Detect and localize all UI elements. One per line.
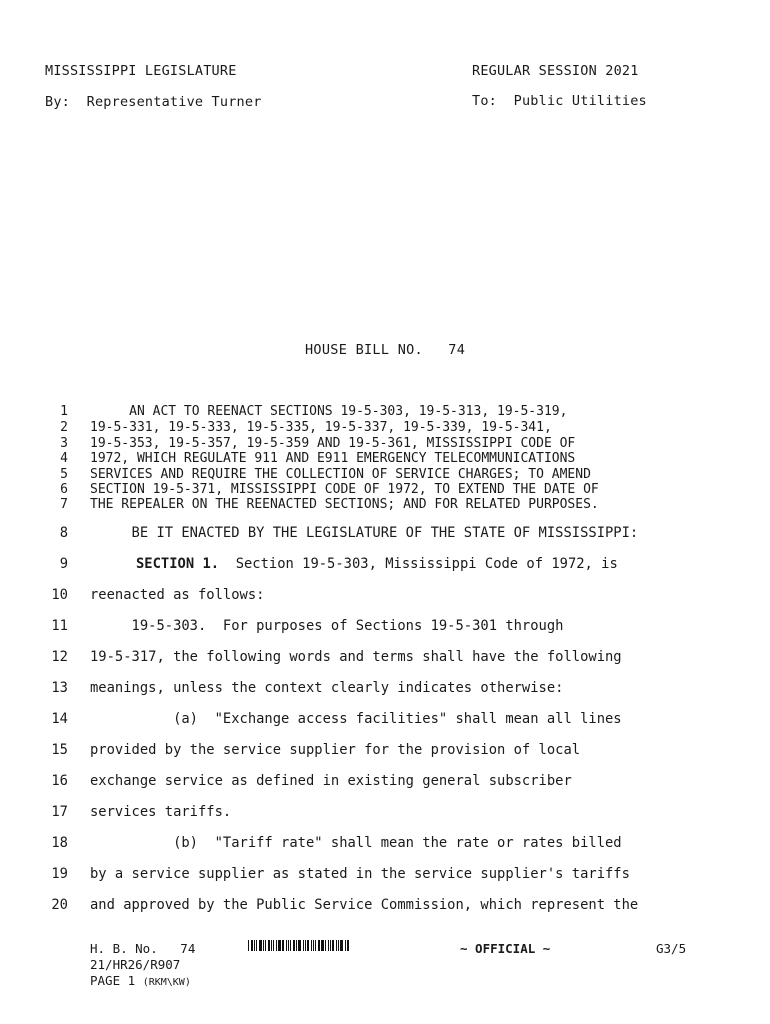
barcode-bar bbox=[315, 940, 316, 951]
body-line: exchange service as defined in existing general subscriber bbox=[90, 773, 572, 789]
barcode-bar bbox=[330, 940, 331, 951]
body-line: (a) "Exchange access facilities" shall mean all lines bbox=[90, 711, 622, 727]
drafter-initials: (RKM\KW) bbox=[142, 977, 191, 988]
barcode-bar bbox=[340, 940, 343, 951]
barcode-bar bbox=[347, 940, 349, 951]
title-line: THE REPEALER ON THE REENACTED SECTIONS; AND FOR RELATED PURPOSES. bbox=[90, 497, 599, 512]
barcode-bar bbox=[268, 940, 270, 951]
line-number: 8 bbox=[59, 525, 68, 541]
footer-bill-number: H. B. No. 74 bbox=[90, 941, 196, 956]
body-line: 19-5-303. For purposes of Sections 19-5-301 through bbox=[90, 618, 564, 634]
barcode-bar bbox=[318, 940, 320, 951]
barcode-bar bbox=[290, 940, 291, 951]
barcode-icon bbox=[248, 940, 356, 951]
barcode-bar bbox=[286, 940, 287, 951]
barcode-bar bbox=[276, 940, 277, 951]
barcode-bar bbox=[345, 940, 346, 951]
barcode-bar bbox=[296, 940, 297, 951]
committee-line: To: Public Utilities bbox=[472, 93, 647, 109]
footer-code: G3/5 bbox=[656, 941, 687, 956]
page-number: PAGE 1 bbox=[90, 973, 136, 988]
line-number: 16 bbox=[51, 773, 68, 789]
barcode-bar bbox=[278, 940, 281, 951]
line-number: 18 bbox=[51, 835, 68, 851]
section-text: Section 19-5-303, Mississippi Code of 1972, is bbox=[219, 556, 618, 572]
line-number: 5 bbox=[60, 467, 68, 482]
barcode-bar bbox=[303, 940, 304, 951]
line-number: 20 bbox=[51, 897, 68, 913]
barcode-bar bbox=[259, 940, 262, 951]
line-number: 3 bbox=[60, 436, 68, 451]
line-number: 13 bbox=[51, 680, 68, 696]
footer-reference: 21/HR26/R907 bbox=[90, 957, 181, 972]
line-number: 10 bbox=[51, 587, 68, 603]
title-line: SECTION 19-5-371, MISSISSIPPI CODE OF 1972, TO EXTEND THE DATE OF bbox=[90, 482, 599, 497]
barcode-bar bbox=[325, 940, 326, 951]
line-number: 6 bbox=[60, 482, 68, 497]
barcode-bar bbox=[328, 940, 329, 951]
line-number: 19 bbox=[51, 866, 68, 882]
sponsor-line: By: Representative Turner bbox=[45, 94, 262, 110]
title-line: 1972, WHICH REGULATE 911 AND E911 EMERGENCY TELECOMMUNICATIONS bbox=[90, 451, 576, 466]
barcode-bar bbox=[273, 940, 274, 951]
barcode-bar bbox=[336, 940, 337, 951]
line-number: 17 bbox=[51, 804, 68, 820]
barcode-bar bbox=[298, 940, 301, 951]
barcode-bar bbox=[307, 940, 309, 951]
barcode-bar bbox=[271, 940, 272, 951]
bill-title: HOUSE BILL NO. 74 bbox=[305, 342, 466, 358]
line-number: 12 bbox=[51, 649, 68, 665]
line-number: 1 bbox=[60, 404, 68, 419]
body-line: services tariffs. bbox=[90, 804, 232, 820]
barcode-bar bbox=[254, 940, 255, 951]
barcode-bar bbox=[338, 940, 339, 951]
barcode-bar bbox=[305, 940, 306, 951]
line-number: 9 bbox=[59, 556, 68, 572]
title-line: 19-5-331, 19-5-333, 19-5-335, 19-5-337, 19-5-339, 19-5-341, bbox=[90, 420, 552, 435]
body-line bbox=[136, 556, 618, 572]
barcode-bar bbox=[251, 940, 253, 951]
title-line: 19-5-353, 19-5-357, 19-5-359 AND 19-5-361, MISSISSIPPI CODE OF bbox=[90, 436, 576, 451]
legislature-name: MISSISSIPPI LEGISLATURE bbox=[45, 63, 237, 79]
footer-page bbox=[90, 973, 191, 988]
session-label: REGULAR SESSION 2021 bbox=[472, 63, 639, 79]
official-label: ~ OFFICIAL ~ bbox=[460, 941, 551, 956]
line-number: 7 bbox=[60, 497, 68, 512]
barcode-bar bbox=[313, 940, 314, 951]
barcode-bar bbox=[332, 940, 334, 951]
body-line: reenacted as follows: bbox=[90, 587, 265, 603]
body-line: and approved by the Public Service Commission, which represent the bbox=[90, 897, 639, 913]
barcode-bar bbox=[293, 940, 295, 951]
body-line: 19-5-317, the following words and terms shall have the following bbox=[90, 649, 622, 665]
section-heading: SECTION 1. bbox=[136, 556, 220, 572]
body-line: (b) "Tariff rate" shall mean the rate or rates billed bbox=[90, 835, 622, 851]
body-line: provided by the service supplier for the provision of local bbox=[90, 742, 581, 758]
line-number: 2 bbox=[60, 420, 68, 435]
title-line: AN ACT TO REENACT SECTIONS 19-5-303, 19-5-313, 19-5-319, bbox=[90, 404, 568, 419]
line-number: 4 bbox=[60, 451, 68, 466]
line-number: 11 bbox=[51, 618, 68, 634]
barcode-bar bbox=[265, 940, 266, 951]
barcode-bar bbox=[282, 940, 284, 951]
barcode-bar bbox=[256, 940, 257, 951]
line-number: 15 bbox=[51, 742, 68, 758]
line-number: 14 bbox=[51, 711, 68, 727]
body-line: BE IT ENACTED BY THE LEGISLATURE OF THE STATE OF MISSISSIPPI: bbox=[90, 525, 639, 541]
barcode-bar bbox=[311, 940, 312, 951]
body-line: meanings, unless the context clearly indicates otherwise: bbox=[90, 680, 564, 696]
title-line: SERVICES AND REQUIRE THE COLLECTION OF SERVICE CHARGES; TO AMEND bbox=[90, 467, 591, 482]
body-line: by a service supplier as stated in the service supplier's tariffs bbox=[90, 866, 630, 882]
barcode-bar bbox=[288, 940, 289, 951]
barcode-bar bbox=[263, 940, 264, 951]
barcode-bar bbox=[248, 940, 249, 951]
barcode-bar bbox=[321, 940, 324, 951]
